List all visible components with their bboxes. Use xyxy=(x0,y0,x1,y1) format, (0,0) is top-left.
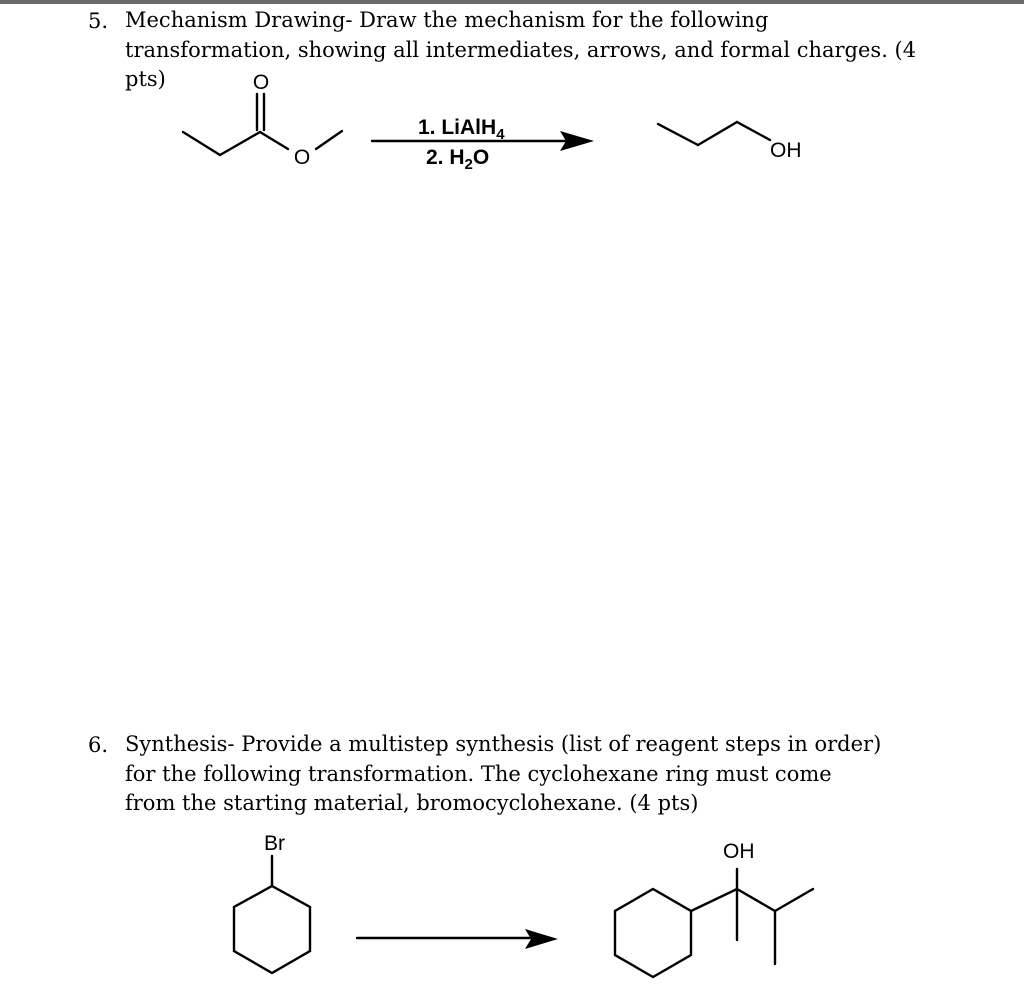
ester-oxygen-label: O xyxy=(293,146,311,169)
product-tertiary-alcohol-structure xyxy=(615,869,813,977)
q6-hydroxyl-label: OH xyxy=(723,840,755,863)
question-6-text: Synthesis- Provide a multistep synthesis (list of reagent steps in order) for the following transformation. The cyclohexane ring must come from the starting material, bromocyclohexane. (4 pts) xyxy=(125,732,882,815)
question-5-text: Mechanism Drawing- Draw the mechanism for the following transformation, showing all intermediates, arrows, and formal charges. (4 pts) xyxy=(125,8,917,91)
reagent-step-1: 1. LiAlH$_4$ xyxy=(418,116,505,143)
reactant-ester-structure xyxy=(183,94,342,155)
bromocyclohexane-structure xyxy=(234,856,310,973)
product-hydroxyl-label: OH xyxy=(770,139,802,162)
carbonyl-oxygen-label: O xyxy=(252,71,270,94)
product-alcohol-structure xyxy=(658,122,770,145)
reagent-step-2: 2. $H_2O$ xyxy=(426,146,490,173)
question-5-number: 5. xyxy=(88,9,109,33)
bromine-label: Br xyxy=(264,832,285,855)
question-6-number: 6. xyxy=(88,733,109,757)
